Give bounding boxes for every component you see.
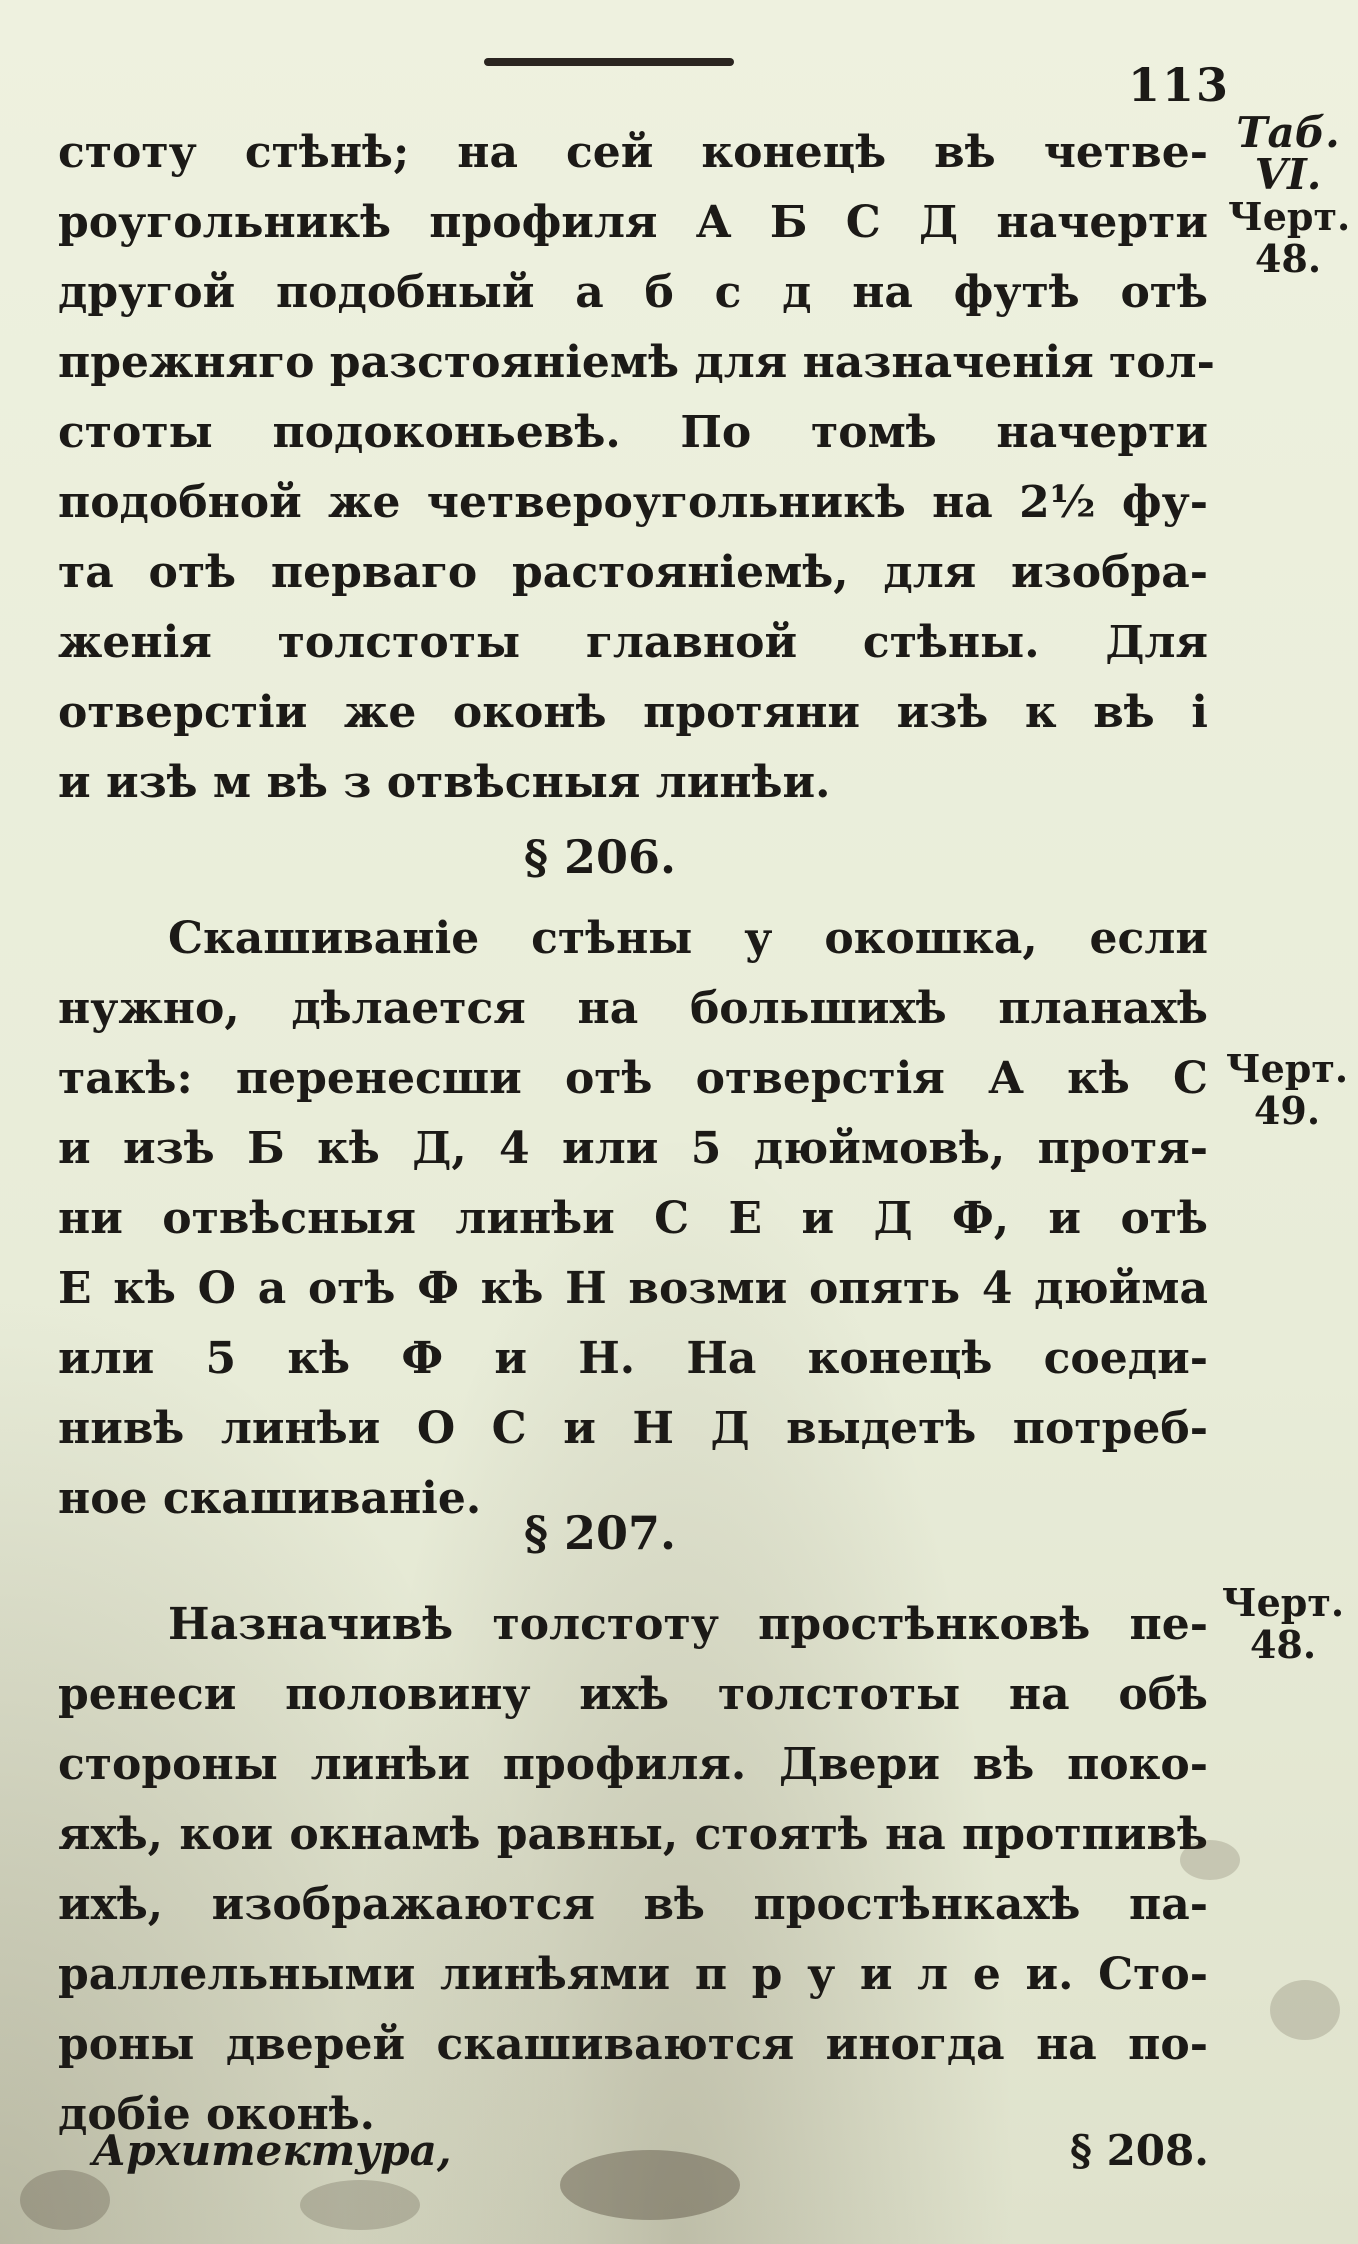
margin-note-line: 49. xyxy=(1253,1088,1321,1133)
text-line: отверстіи же оконѣ протяни изѣ к вѣ і xyxy=(58,687,1208,738)
text-line: ихѣ, изображаются вѣ простѣнкахѣ па- xyxy=(58,1879,1208,1930)
text-line: и изѣ м вѣ з отвѣсныя линѣи. xyxy=(58,757,831,808)
text-line: женія толстоты главной стѣны. Для xyxy=(58,617,1208,668)
text-line: стоты подоконьевѣ. По томѣ начерти xyxy=(58,407,1208,458)
section-heading-207: § 207. xyxy=(523,1506,677,1560)
stain xyxy=(1270,1980,1340,2040)
signature-mark: Архитектура, xyxy=(92,2126,452,2175)
text-line: Назначивѣ толстоту простѣнковѣ пе- xyxy=(168,1599,1208,1650)
stain xyxy=(300,2180,420,2230)
margin-note-figure-48 xyxy=(1218,1582,1348,1666)
text-line: ни отвѣсныя линѣи С Е и Д Ф, и отѣ xyxy=(58,1193,1208,1244)
paragraph-continued xyxy=(58,118,1215,818)
text-line: Скашиваніе стѣны у окошка, если xyxy=(168,913,1208,964)
margin-note-figure-49 xyxy=(1222,1048,1352,1132)
header-rule xyxy=(484,58,734,66)
section-heading-206: § 206. xyxy=(523,830,677,884)
text-line: и изѣ Б кѣ Д, 4 или 5 дюймовѣ, протя- xyxy=(58,1123,1208,1174)
stain xyxy=(20,2170,110,2230)
margin-note-line: Таб. xyxy=(1236,108,1340,157)
margin-note-line: 48. xyxy=(1249,1622,1317,1667)
paragraph-206 xyxy=(58,904,1208,1534)
margin-note-line: Черт. xyxy=(1221,1580,1345,1625)
text-line: та отѣ перваго растояніемѣ, для изобра- xyxy=(58,547,1208,598)
margin-note-line: VI. xyxy=(1254,150,1322,199)
text-line: или 5 кѣ Ф и Н. На конецѣ соеди- xyxy=(58,1333,1208,1384)
margin-note-line: Черт. xyxy=(1228,194,1351,239)
margin-note-line: Черт. xyxy=(1225,1046,1349,1091)
margin-note-line: 48. xyxy=(1254,236,1322,281)
page-number: 113 xyxy=(1128,58,1231,112)
stain xyxy=(560,2150,740,2220)
text-line: нивѣ линѣи О С и Н Д выдетѣ потреб- xyxy=(58,1403,1208,1454)
catchword: § 208. xyxy=(1070,2126,1209,2175)
margin-note-plate-vi xyxy=(1228,108,1351,281)
text-line: другой подобный а б с д на футѣ отѣ xyxy=(58,267,1208,318)
text-line: стороны линѣи профиля. Двери вѣ поко- xyxy=(58,1739,1208,1790)
text-line: яхѣ, кои окнамѣ равны, стоятѣ на протпивѣ xyxy=(58,1809,1208,1860)
text-line: роугольникѣ профиля А Б С Д начерти xyxy=(58,197,1208,248)
text-line: прежняго разстояніемѣ для назначенія тол- xyxy=(58,337,1215,388)
text-line: ренеси половину ихѣ толстоты на обѣ xyxy=(58,1669,1208,1720)
text-line: подобной же четвероугольникѣ на 2½ фу- xyxy=(58,477,1208,528)
text-line: стоту стѣнѣ; на сей конецѣ вѣ четве- xyxy=(58,127,1208,178)
text-line: Е кѣ О а отѣ Ф кѣ Н возми опять 4 дюйма xyxy=(58,1263,1208,1314)
text-line: ное скашиваніе. xyxy=(58,1473,482,1524)
stain xyxy=(1180,1840,1240,1880)
paragraph-207 xyxy=(58,1590,1208,2150)
text-line: добіе оконѣ. xyxy=(58,2089,375,2140)
text-line: раллельными линѣями п р у и л е и. Сто- xyxy=(58,1949,1208,2000)
text-line: такѣ: перенесши отѣ отверстія А кѣ С xyxy=(58,1053,1208,1104)
text-line: нужно, дѣлается на большихѣ планахѣ xyxy=(58,983,1208,1034)
text-line: роны дверей скашиваются иногда на по- xyxy=(58,2019,1208,2070)
